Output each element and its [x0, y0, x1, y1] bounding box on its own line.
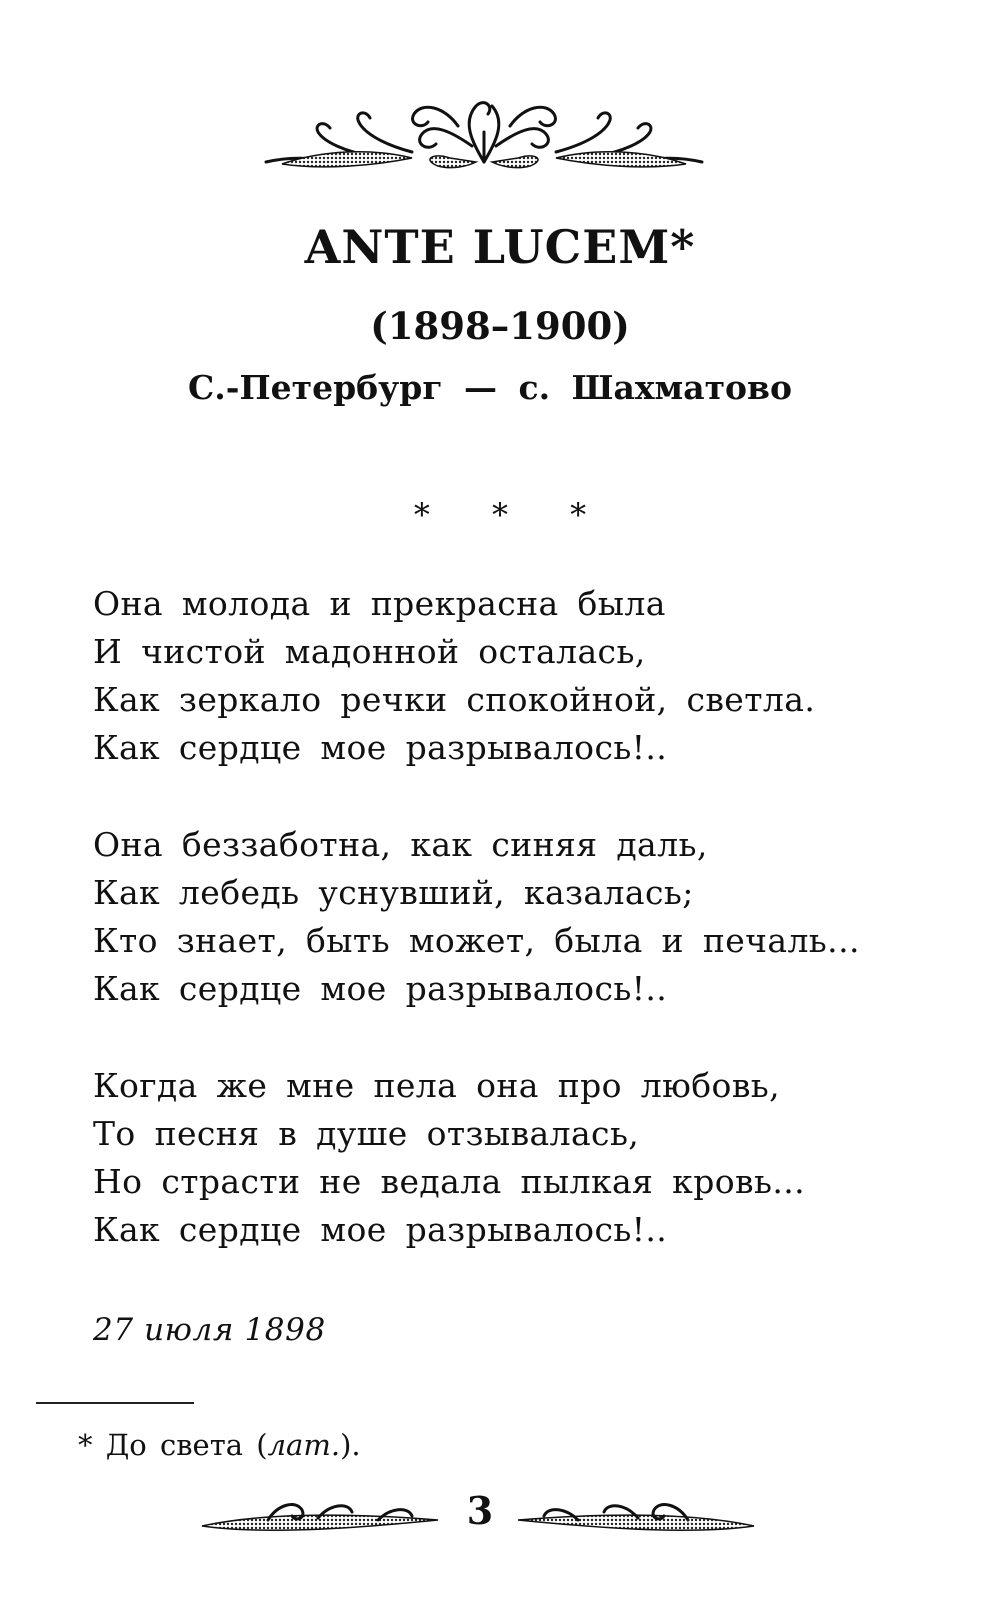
poem-date: 27 июля 1898	[93, 1312, 326, 1348]
poem-line: Кто знает, быть может, была и печаль...	[93, 921, 860, 960]
poem-line: Когда же мне пела она про любовь,	[93, 1066, 781, 1105]
cycle-years: (1898–1900)	[370, 304, 630, 348]
poem-line: Но страсти не ведала пылкая кровь...	[93, 1162, 805, 1201]
poem-line: Как лебедь уснувший, казалась;	[93, 873, 694, 912]
floral-flourish-icon	[262, 92, 706, 178]
cycle-places: С.-Петербург — с. Шахматово	[188, 368, 792, 407]
poem-body	[93, 580, 860, 1303]
poem-line: Как сердце мое разрывалось!..	[93, 728, 668, 767]
poem-cycle-title: ANTE LUCEM*	[304, 220, 696, 274]
poem-separator: * * *	[413, 496, 613, 534]
stanza	[93, 1062, 860, 1254]
footnote-divider	[36, 1402, 194, 1404]
poem-line: Как сердце мое разрывалось!..	[93, 969, 668, 1008]
stanza	[93, 580, 860, 772]
poem-line: Она беззаботна, как синяя даль,	[93, 825, 708, 864]
poem-line: Как сердце мое разрывалось!..	[93, 1210, 668, 1249]
footnote-text: До света (	[105, 1428, 268, 1462]
poem-line: Она молода и прекрасна была	[93, 584, 666, 623]
stanza	[93, 821, 860, 1013]
footnote	[78, 1428, 361, 1462]
poem-line: И чистой мадонной осталась,	[93, 632, 646, 671]
footnote-language: лат.	[267, 1428, 341, 1462]
footnote-text-end: ).	[340, 1428, 361, 1462]
page-number: 3	[462, 1488, 498, 1533]
poem-line: Как зеркало речки спокойной, светла.	[93, 680, 816, 719]
footnote-marker: *	[78, 1428, 93, 1462]
poem-line: То песня в душе отзывалась,	[93, 1114, 640, 1153]
